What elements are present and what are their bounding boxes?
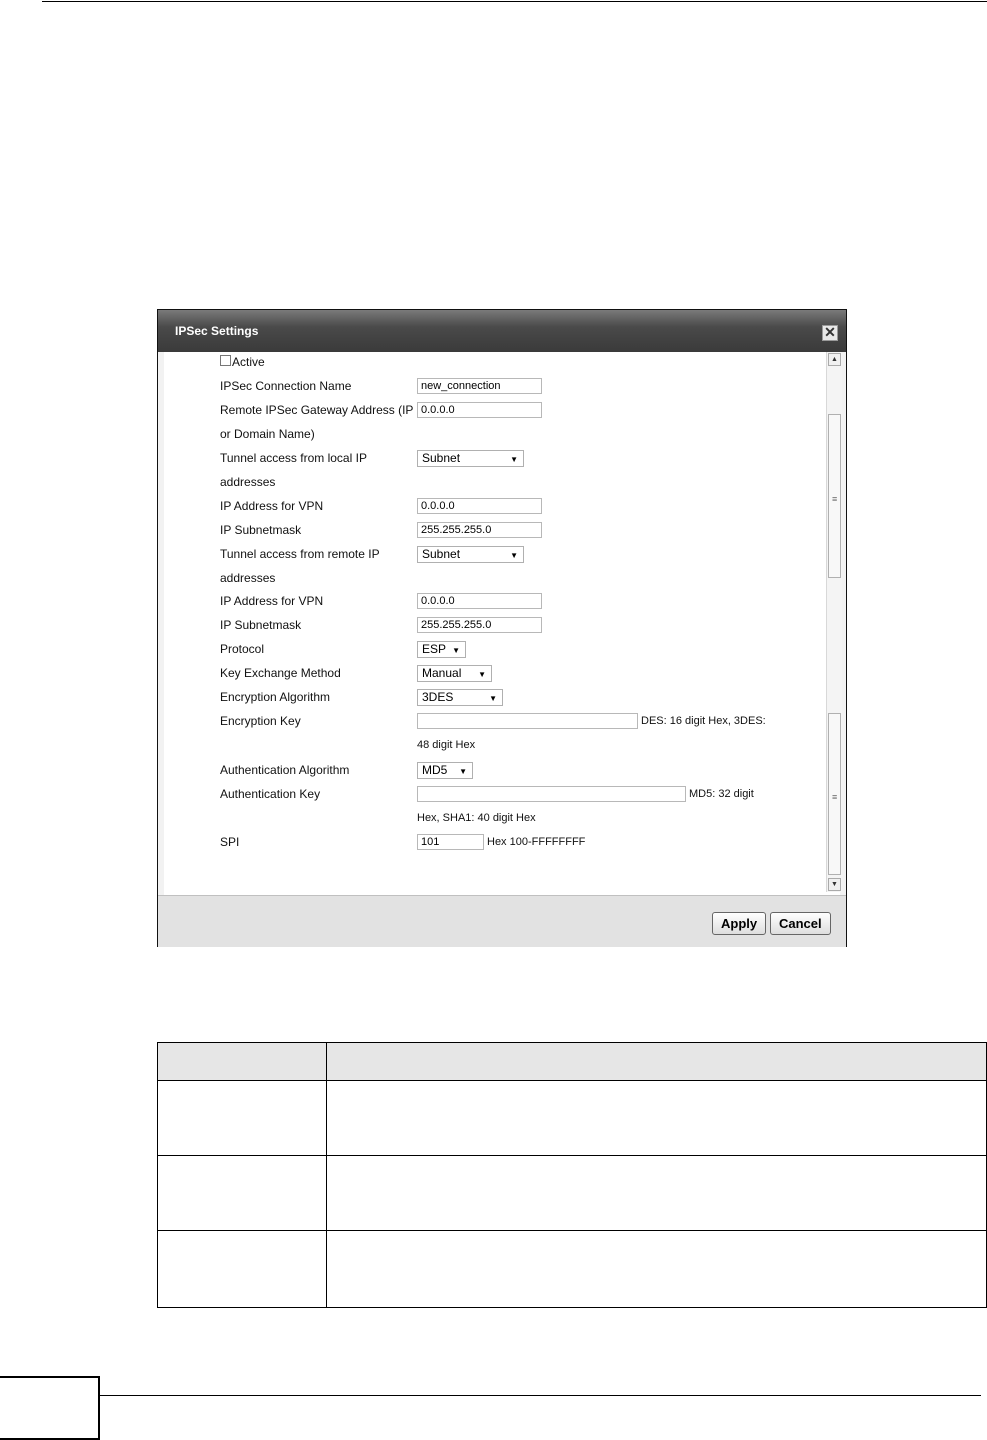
chevron-down-icon: ▼	[510, 455, 518, 464]
scroll-up-icon[interactable]: ▲	[828, 353, 841, 366]
active-checkbox[interactable]	[220, 355, 231, 366]
enc-alg-select[interactable]	[417, 689, 503, 706]
auth-alg-value: MD5	[422, 763, 448, 777]
table-row	[158, 1156, 986, 1231]
dialog-titlebar	[158, 310, 846, 352]
apply-button[interactable]: Apply	[712, 912, 766, 935]
grip-icon: ≡	[832, 792, 838, 802]
remote-access-value: Subnet	[422, 547, 461, 561]
active-label: Active	[232, 355, 265, 369]
enc-key-hint: DES: 16 digit Hex, 3DES:	[641, 715, 766, 727]
table-row	[158, 1232, 986, 1307]
dialog-footer	[158, 895, 846, 947]
key-method-select[interactable]	[417, 665, 492, 682]
auth-alg-label: Authentication Algorithm	[220, 763, 350, 777]
protocol-value: ESP	[422, 642, 447, 656]
enc-key-field[interactable]	[417, 713, 638, 729]
close-icon[interactable]: ✕	[822, 325, 838, 341]
remote-mask-field[interactable]: 255.255.255.0	[417, 617, 542, 633]
grip-icon: ≡	[832, 494, 838, 504]
local-mask-field[interactable]: 255.255.255.0	[417, 522, 542, 538]
cancel-button[interactable]: Cancel	[770, 912, 831, 935]
header-rule	[42, 1, 987, 2]
enc-alg-value: 3DES	[422, 690, 454, 704]
remote-mask-label: IP Subnetmask	[220, 618, 302, 632]
spi-field[interactable]: 101	[417, 834, 484, 850]
protocol-select[interactable]	[417, 641, 466, 658]
field-description-table	[157, 1042, 987, 1308]
remote-gateway-label: Remote IPSec Gateway Address (IP	[220, 403, 414, 417]
chevron-down-icon: ▼	[478, 670, 486, 679]
connection-name-field[interactable]: new_connection	[417, 378, 542, 394]
dialog-title: IPSec Settings	[175, 324, 259, 338]
local-ip-label: IP Address for VPN	[220, 499, 324, 513]
local-access-label: Tunnel access from local IP	[220, 451, 367, 465]
page-number-box	[0, 1376, 100, 1440]
auth-key-hint: MD5: 32 digit	[689, 788, 754, 800]
local-mask-label: IP Subnetmask	[220, 523, 302, 537]
table-row	[158, 1081, 986, 1156]
remote-gateway-label-cont: or Domain Name)	[220, 427, 315, 441]
enc-key-label: Encryption Key	[220, 714, 301, 728]
local-access-value: Subnet	[422, 451, 461, 465]
connection-name-label: IPSec Connection Name	[220, 379, 352, 393]
column-divider	[326, 1043, 327, 1307]
auth-alg-select[interactable]	[417, 762, 473, 779]
vertical-scrollbar[interactable]	[826, 352, 842, 892]
chevron-down-icon: ▼	[459, 767, 467, 776]
chevron-down-icon: ▼	[452, 646, 460, 655]
local-access-select[interactable]	[417, 450, 524, 467]
chevron-down-icon: ▼	[510, 551, 518, 560]
key-method-label: Key Exchange Method	[220, 666, 341, 680]
table-header	[158, 1043, 986, 1081]
remote-access-label: Tunnel access from remote IP	[220, 547, 380, 561]
spi-label: SPI	[220, 835, 240, 849]
footer-rule	[100, 1395, 981, 1396]
remote-access-select[interactable]	[417, 546, 524, 563]
scroll-down-icon[interactable]: ▼	[828, 878, 841, 891]
remote-access-label-cont: addresses	[220, 571, 276, 585]
scroll-thumb[interactable]	[828, 414, 841, 578]
spi-hint: Hex 100-FFFFFFFF	[487, 836, 586, 848]
auth-key-label: Authentication Key	[220, 787, 321, 801]
local-ip-field[interactable]: 0.0.0.0	[417, 498, 542, 514]
auth-key-field[interactable]	[417, 786, 686, 802]
remote-gateway-field[interactable]: 0.0.0.0	[417, 402, 542, 418]
enc-alg-label: Encryption Algorithm	[220, 690, 331, 704]
remote-ip-field[interactable]: 0.0.0.0	[417, 593, 542, 609]
key-method-value: Manual	[422, 666, 462, 680]
local-access-label-cont: addresses	[220, 475, 276, 489]
enc-key-hint-cont: 48 digit Hex	[417, 739, 476, 751]
scroll-thumb-lower[interactable]	[828, 713, 841, 875]
chevron-down-icon: ▼	[489, 694, 497, 703]
auth-key-hint-cont: Hex, SHA1: 40 digit Hex	[417, 812, 536, 824]
protocol-label: Protocol	[220, 642, 265, 656]
remote-ip-label: IP Address for VPN	[220, 594, 324, 608]
